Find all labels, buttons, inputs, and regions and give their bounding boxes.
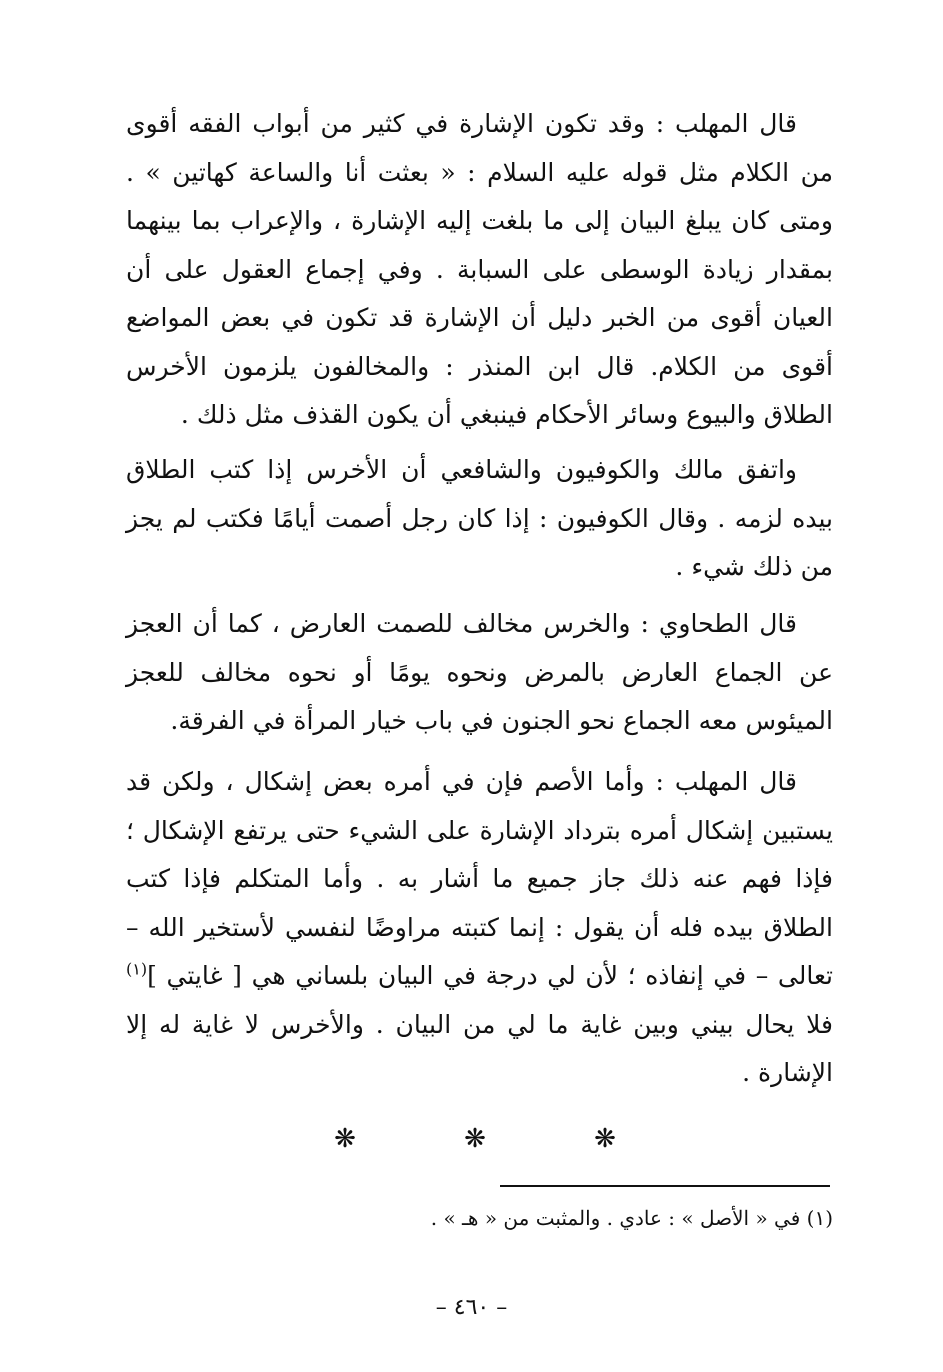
page-number: – ٤٦٠ – — [435, 1295, 508, 1320]
paragraph-text: قال المهلب : وقد تكون الإشارة في كثير من أبواب الفقه أقوى من الكلام مثل قوله عليه السلام : « بعثت أنا والساعة كهاتين » . ومتى كان يبلغ البيان إلى ما بلغت إليه الإشارة ، والإعراب بما بينهما بمقدار زيادة الوسطى على السبابة . وفي إجماع العقول على أن العيان أقوى من الخبر دليل أن الإشارة قد تكون في بعض المواضع أقوى من الكلام. قال ابن المنذر : والمخالفون يلزمون الأخرس الطلاق والبيوع وسائر الأحكام فينبغي أن يكون القذف مثل ذلك . — [126, 109, 833, 429]
footnote-reference-mark: (١) — [126, 959, 148, 979]
paragraph-text-before-note: قال المهلب : وأما الأصم فإن في أمره بعض إشكال ، ولكن قد يستبين إشكال أمره بترداد الإشارة على الشيء حتى يرتفع الإشكال ؛ فإذا فهم عنه ذلك جاز جميع ما أشار به . وأما المتكلم فإذا كتب الطلاق بيده فله أن يقول : إنما كتبته مراوضًا لنفسي لأستخير الله – تعالى – في إنفاذه ؛ لأن لي درجة في البيان بلساني هي [ غايتي ] — [126, 767, 833, 990]
asterism-icon: ❋ — [334, 1124, 356, 1154]
paragraph-text-after-note: فلا يحال بيني وبين غاية ما لي من البيان . والأخرس لا غاية له إلا الإشارة . — [126, 1009, 833, 1087]
footnote-separator-line — [500, 1185, 830, 1187]
paragraph-1 — [126, 100, 833, 440]
section-divider-ornaments — [330, 1124, 620, 1154]
paragraph-text: واتفق مالك والكوفيون والشافعي أن الأخرس إذا كتب الطلاق بيده لزمه . وقال الكوفيون : إذا كان رجل أصمت أيامًا فكتب لم يجز من ذلك شيء . — [126, 455, 833, 581]
footnote: (١) في « الأصل » : عادي . والمثبت من « هـ » . — [430, 1206, 833, 1230]
asterism-icon: ❋ — [594, 1124, 616, 1154]
paragraph-4 — [126, 758, 833, 1098]
paragraph-text — [126, 758, 833, 1098]
asterism-icon: ❋ — [464, 1124, 486, 1154]
paragraph-3 — [126, 600, 833, 746]
paragraph-text: قال الطحاوي : والخرس مخالف للصمت العارض ، كما أن العجز عن الجماع العارض بالمرض ونحوه يومًا أو نحوه مخالف للعجز الميئوس معه الجماع نحو الجنون في باب خيار المرأة في الفرقة. — [126, 609, 833, 735]
paragraph-2 — [126, 446, 833, 592]
